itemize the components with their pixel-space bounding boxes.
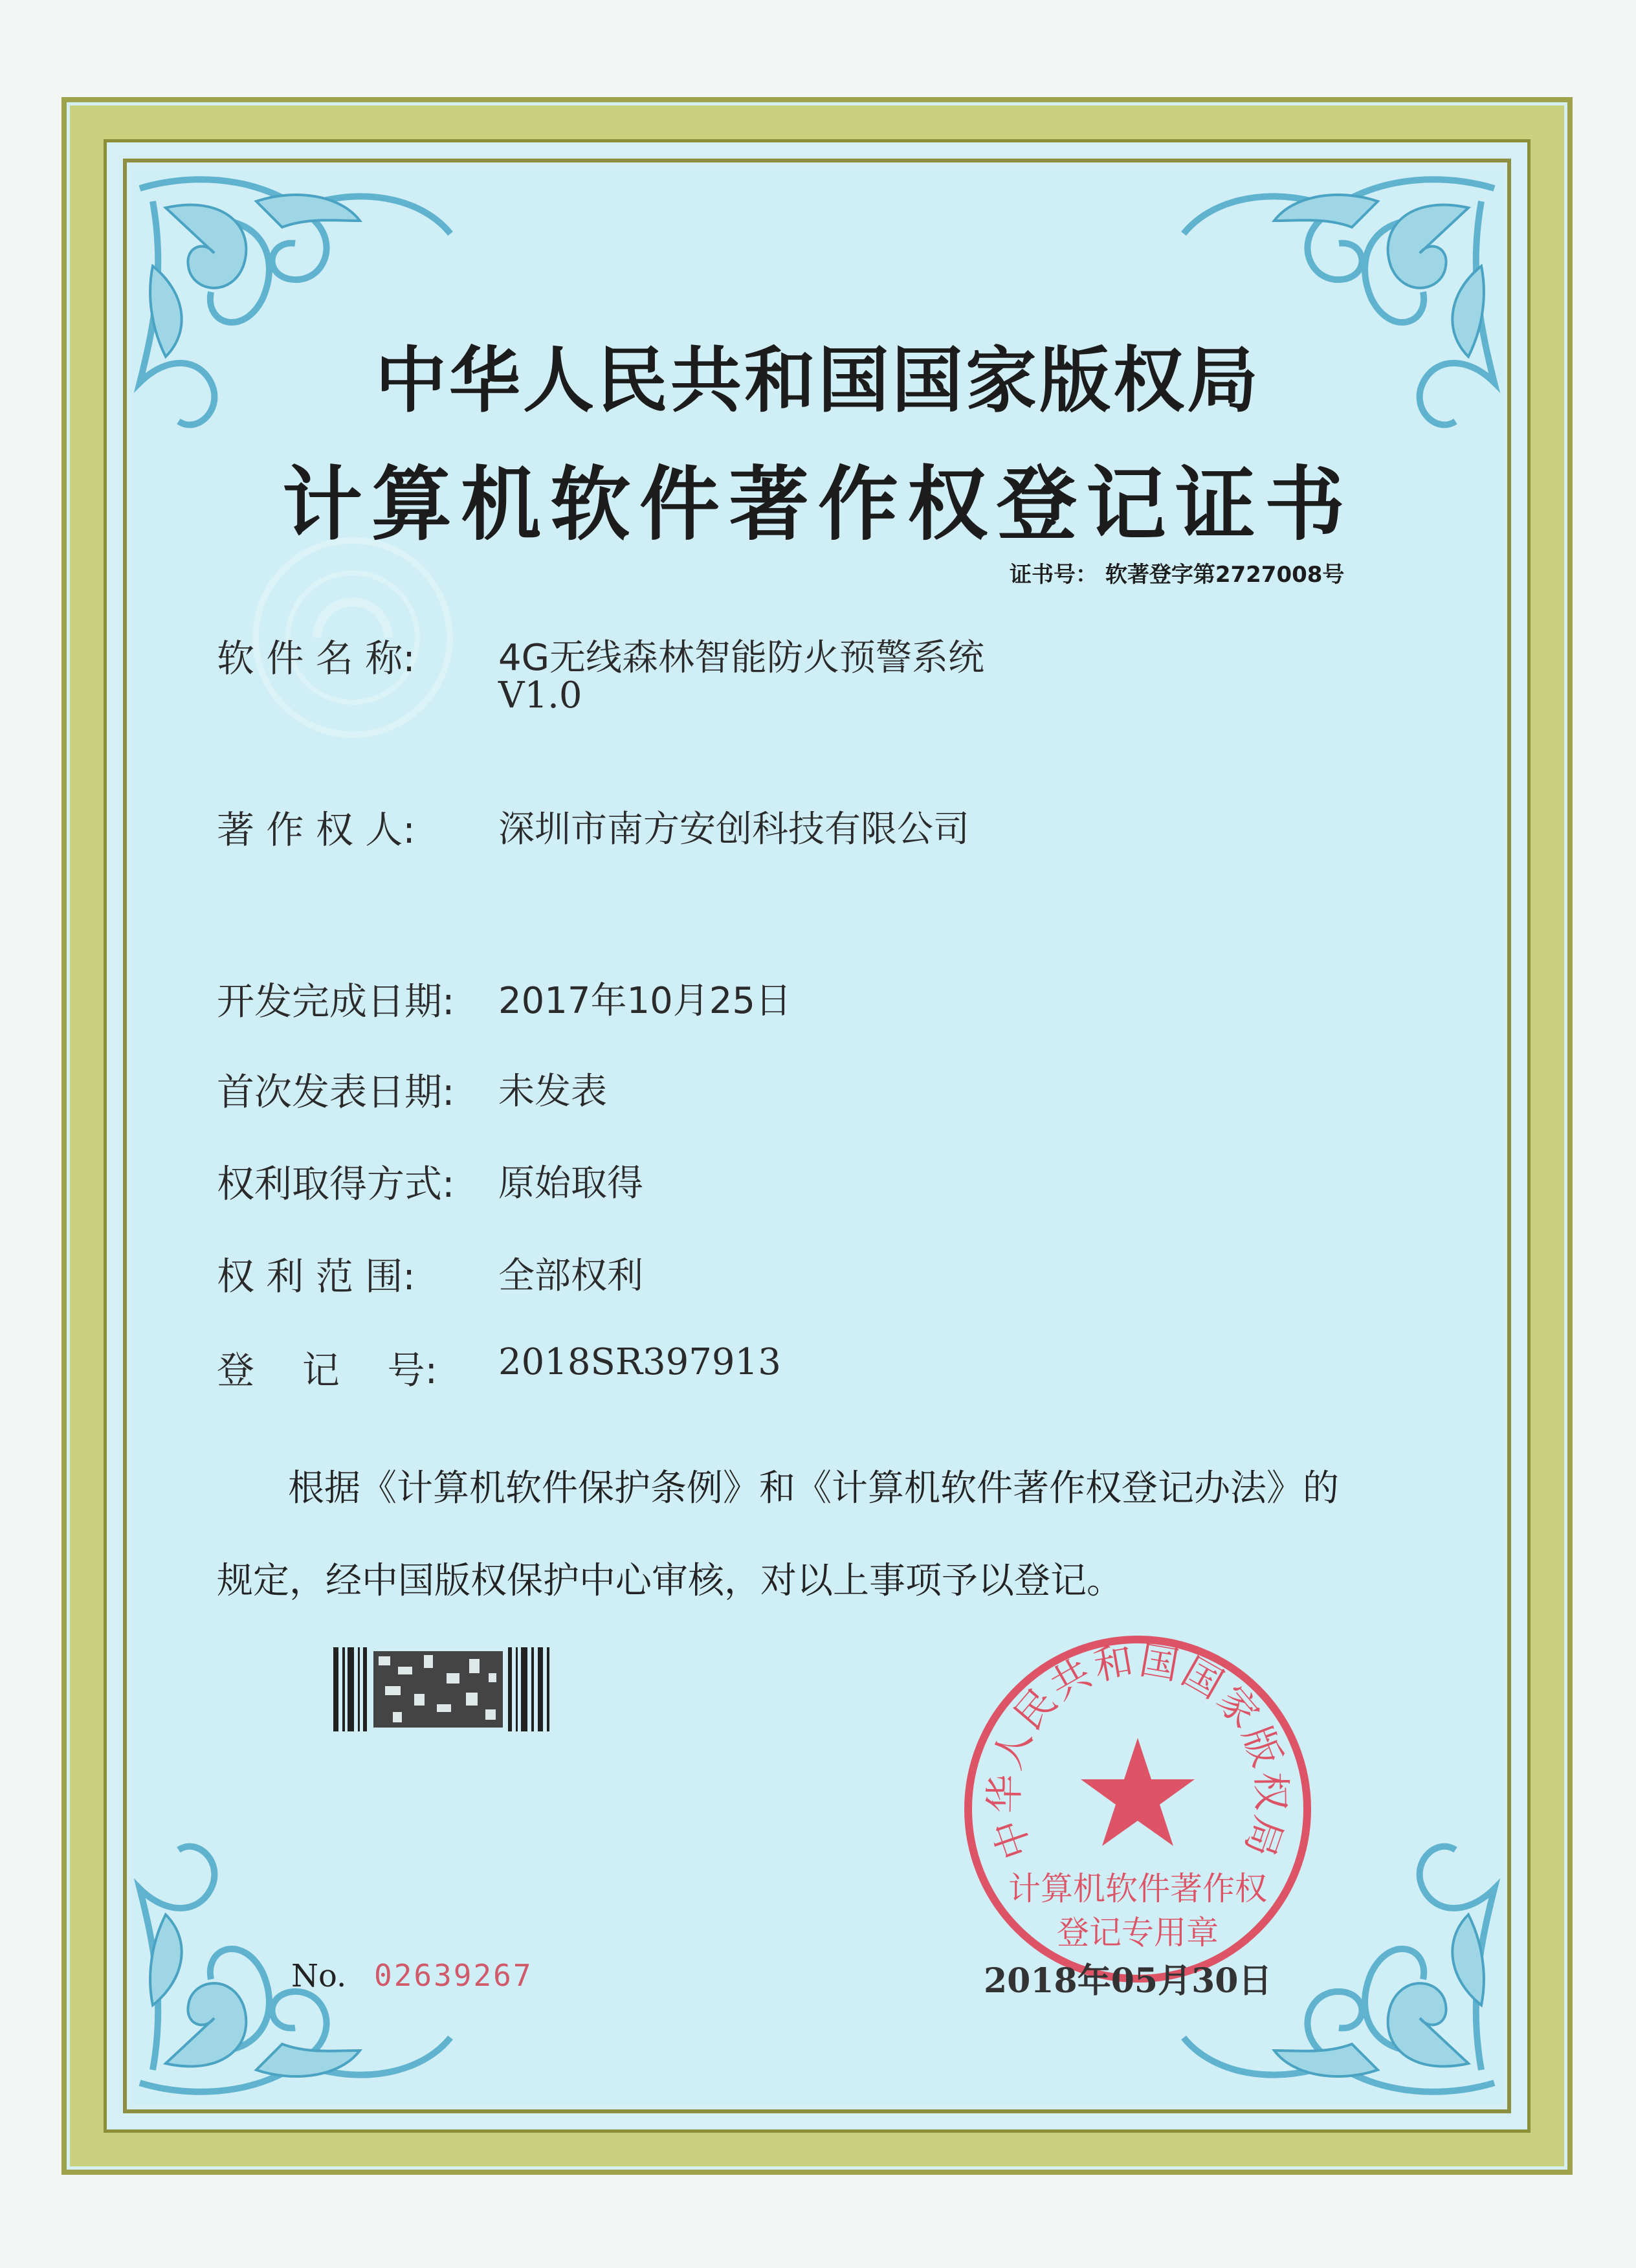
- official-seal: [956, 1628, 1319, 1990]
- certificate-number: 证书号： 软著登字第2727008号: [1010, 562, 1345, 588]
- field-label-completion-date: 开发完成日期:: [217, 979, 455, 1023]
- field-label-acquisition-method: 权利取得方式:: [217, 1162, 455, 1206]
- field-value-copyright-owner: 深圳市南方安创科技有限公司: [498, 808, 969, 850]
- field-value-publication-date: 未发表: [498, 1071, 607, 1113]
- field-label-rights-scope: 权 利 范 围:: [217, 1254, 415, 1298]
- field-value-rights-scope: 全部权利: [498, 1255, 643, 1297]
- field-value-software-version: V1.0: [498, 674, 582, 717]
- field-value-software-name: 4G无线森林智能防火预警系统: [498, 637, 985, 679]
- barcode: [333, 1647, 553, 1731]
- seal-inner-line-2: 登记专用章: [1057, 1914, 1219, 1951]
- issuer-title: 中华人民共和国国家版权局: [375, 339, 1261, 422]
- statement-line-2: 规定，经中国版权保护中心审核，对以上事项予以登记。: [217, 1560, 1123, 1602]
- field-value-registration-number: 2018SR397913: [498, 1341, 781, 1383]
- issue-date: 2018年05月30日: [984, 1961, 1272, 2001]
- certificate-title: 计算机软件著作权登记证书: [282, 458, 1354, 551]
- field-label-copyright-owner: 著 作 权 人:: [217, 808, 415, 852]
- field-label-registration-number: 登 记 号:: [217, 1348, 438, 1392]
- field-value-completion-date: 2017年10月25日: [498, 980, 792, 1022]
- field-label-software-name: 软 件 名 称:: [217, 636, 415, 680]
- seal-inner-line-1: 计算机软件著作权: [1008, 1870, 1267, 1907]
- statement-line-1: 根据《计算机软件保护条例》和《计算机软件著作权登记办法》的: [288, 1467, 1339, 1509]
- serial-number-label: No.: [291, 1958, 347, 1994]
- seal-outer-text: 中华人民共和国国家版权局: [982, 1638, 1294, 1865]
- serial-number-value: 02639267: [374, 1958, 533, 1993]
- field-value-acquisition-method: 原始取得: [498, 1162, 643, 1205]
- field-label-publication-date: 首次发表日期:: [217, 1070, 455, 1114]
